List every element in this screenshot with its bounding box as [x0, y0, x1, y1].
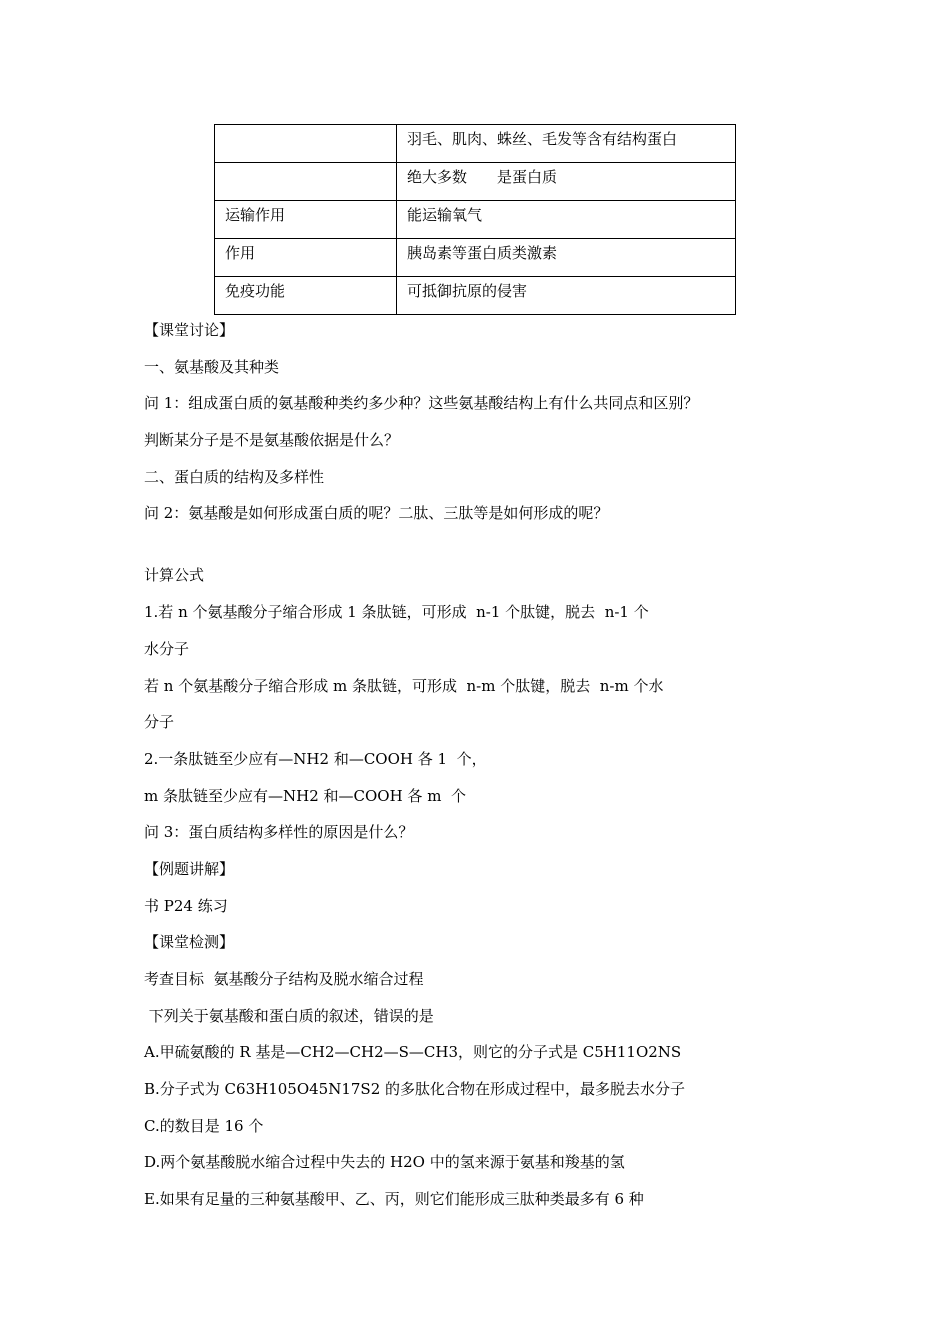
formula-text: 2.一条肽链至少应有—NH2 和—COOH 各 1 个， — [144, 749, 487, 768]
question-stem: 下列关于氨基酸和蛋白质的叙述，错误的是 — [144, 1006, 434, 1025]
formula-text: 分子 — [144, 713, 175, 732]
option-d: D.两个氨基酸脱水缩合过程中失去的 H2O 中的氢来源于氨基和羧基的氢 — [144, 1153, 625, 1172]
question-text: 判断某分子是不是氨基酸依据是什么？ — [144, 431, 400, 450]
table-cell-example: 可抵御抗原的侵害 — [397, 277, 736, 315]
formula-text: m 条肽链至少应有—NH2 和—COOH 各 m 个 — [144, 786, 466, 805]
formula-text: 若 n 个氨基酸分子缩合形成 m 条肽链，可形成 n-m 个肽键，脱去 n-m 个水 — [144, 676, 664, 695]
table-cell-example: 羽毛、肌肉、蛛丝、毛发等含有结构蛋白 — [397, 125, 736, 163]
table-cell-function: 运输作用 — [215, 201, 397, 239]
table-cell-function — [215, 163, 397, 201]
protein-function-table — [214, 124, 736, 315]
question-text: 问 3：蛋白质结构多样性的原因是什么？ — [144, 823, 414, 842]
body-text — [144, 318, 764, 1224]
table-cell-example: 绝大多数 是蛋白质 — [397, 163, 736, 201]
table-cell-function: 免疫功能 — [215, 277, 397, 315]
table-row — [215, 125, 736, 163]
formula-text: 1.若 n 个氨基酸分子缩合形成 1 条肽链，可形成 n-1 个肽键，脱去 n-1 个 — [144, 603, 649, 622]
formula-text: 水分子 — [144, 639, 190, 658]
table-row — [215, 163, 736, 201]
option-c: C.的数目是 16 个 — [144, 1116, 264, 1135]
table-cell-function — [215, 125, 397, 163]
option-a: A.甲硫氨酸的 R 基是—CH2—CH2—S—CH3，则它的分子式是 C5H11O2NS — [144, 1043, 682, 1062]
table-cell-function: 作用 — [215, 239, 397, 277]
question-text: 问 2：氨基酸是如何形成蛋白质的呢？二肽、三肽等是如何形成的呢？ — [144, 504, 609, 523]
subsection-heading: 二、蛋白质的结构及多样性 — [144, 467, 325, 486]
option-e: E.如果有足量的三种氨基酸甲、乙、丙，则它们能形成三肽种类最多有 6 种 — [144, 1190, 644, 1209]
section-heading: 【例题讲解】 — [144, 859, 235, 878]
table-row — [215, 201, 736, 239]
section-heading: 【课堂讨论】 — [144, 321, 235, 339]
subsection-heading: 一、氨基酸及其种类 — [144, 357, 280, 376]
objective-text: 考查目标 氨基酸分子结构及脱水缩合过程 — [144, 970, 424, 988]
option-b: B.分子式为 C63H105O45N17S2 的多肽化合物在形成过程中，最多脱去水分子 — [144, 1080, 686, 1099]
exercise-reference: 书 P24 练习 — [144, 896, 228, 915]
table-cell-example: 胰岛素等蛋白质类激素 — [397, 239, 736, 277]
table-row — [215, 239, 736, 277]
formula-heading: 计算公式 — [144, 566, 205, 585]
section-heading: 【课堂检测】 — [144, 933, 235, 952]
question-text: 问 1：组成蛋白质的氨基酸种类约多少种？这些氨基酸结构上有什么共同点和区别？ — [144, 394, 699, 413]
table-cell-example: 能运输氧气 — [397, 201, 736, 239]
table-row — [215, 277, 736, 315]
